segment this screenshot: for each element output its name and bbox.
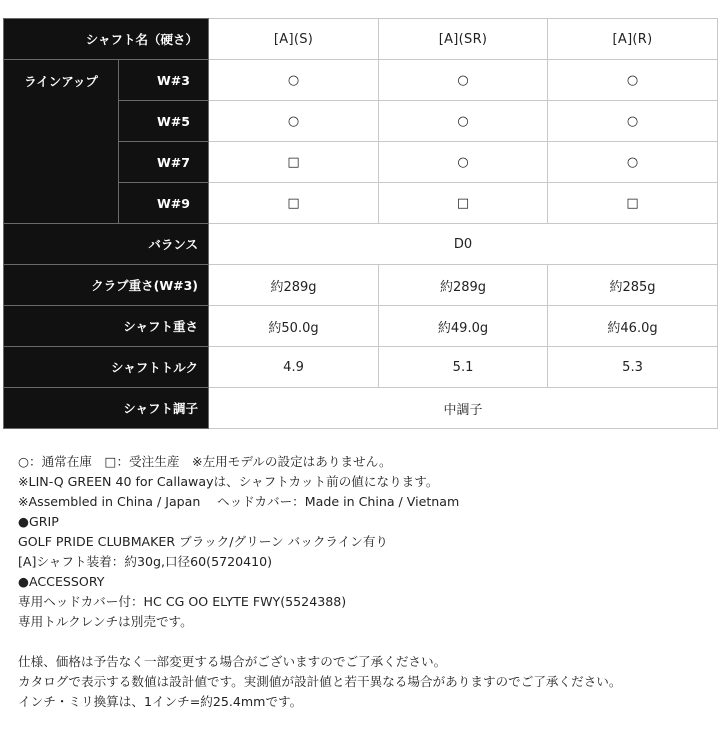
note-line: インチ・ミリ換算は、1インチ=約25.4mmです。	[18, 694, 303, 709]
shaft-weight-cell: 約50.0g	[209, 306, 379, 347]
row-header: シャフト調子	[4, 388, 209, 429]
note-line: 専用トルクレンチは別売です。	[18, 614, 193, 629]
availability-cell: □	[209, 183, 379, 224]
table-row	[4, 265, 718, 306]
shaft-weight-cell: 約46.0g	[548, 306, 718, 347]
column-header: [A](R)	[548, 19, 718, 60]
note-line: カタログで表示する数値は設計値です。実測値が設計値と若干異なる場合がありますのでご了承ください。	[18, 674, 622, 689]
note-line: GOLF PRIDE CLUBMAKER ブラック/グリーン バックライン有り	[18, 534, 389, 549]
availability-cell: ○	[209, 60, 379, 101]
availability-cell: ○	[548, 142, 718, 183]
club-weight-cell: 約289g	[209, 265, 379, 306]
note-line: ●ACCESSORY	[18, 574, 105, 589]
torque-cell: 5.1	[379, 347, 548, 388]
note-line: ●GRIP	[18, 514, 59, 529]
torque-cell: 5.3	[548, 347, 718, 388]
row-header: シャフト重さ	[4, 306, 209, 347]
table-row	[4, 306, 718, 347]
note-line: ※LIN-Q GREEN 40 for Callawayは、シャフトカット前の値になります。	[18, 474, 439, 489]
shaft-name-header: シャフト名（硬さ）	[4, 19, 209, 60]
note-line: ○：通常在庫 □：受注生産 ※左用モデルの設定はありません。	[18, 454, 392, 469]
kick-point-value: 中調子	[209, 388, 718, 429]
table-row	[4, 388, 718, 429]
availability-cell: ○	[209, 101, 379, 142]
availability-cell: □	[209, 142, 379, 183]
availability-cell: ○	[548, 60, 718, 101]
table-header-row	[4, 19, 718, 60]
availability-cell: ○	[379, 60, 548, 101]
row-header: シャフトトルク	[4, 347, 209, 388]
club-weight-cell: 約285g	[548, 265, 718, 306]
availability-cell: □	[379, 183, 548, 224]
note-line: 仕様、価格は予告なく一部変更する場合がございますのでご了承ください。	[18, 654, 447, 669]
availability-cell: ○	[379, 142, 548, 183]
club-weight-cell: 約289g	[379, 265, 548, 306]
note-line: 専用ヘッドカバー付：HC CG OO ELYTE FWY(5524388)	[18, 594, 347, 609]
row-header: W#5	[119, 101, 209, 142]
table-row	[4, 60, 718, 101]
row-header: クラブ重さ(W#3)	[4, 265, 209, 306]
column-header: [A](S)	[209, 19, 379, 60]
row-header: W#3	[119, 60, 209, 101]
table-row	[4, 224, 718, 265]
column-header: [A](SR)	[379, 19, 548, 60]
row-header: W#9	[119, 183, 209, 224]
note-line: [A]シャフト装着：約30g,口径60(5720410)	[18, 554, 273, 569]
note-spacer	[18, 632, 622, 652]
spec-notes	[18, 452, 622, 712]
shaft-weight-cell: 約49.0g	[379, 306, 548, 347]
spec-table	[3, 18, 718, 429]
balance-value: D0	[209, 224, 718, 265]
availability-cell: □	[548, 183, 718, 224]
torque-cell: 4.9	[209, 347, 379, 388]
note-line: ※Assembled in China / Japan ヘッドカバー：Made in China / Vietnam	[18, 494, 460, 509]
table-row	[4, 347, 718, 388]
row-header: バランス	[4, 224, 209, 265]
row-header: W#7	[119, 142, 209, 183]
lineup-header: ラインアップ	[4, 60, 119, 224]
availability-cell: ○	[379, 101, 548, 142]
availability-cell: ○	[548, 101, 718, 142]
